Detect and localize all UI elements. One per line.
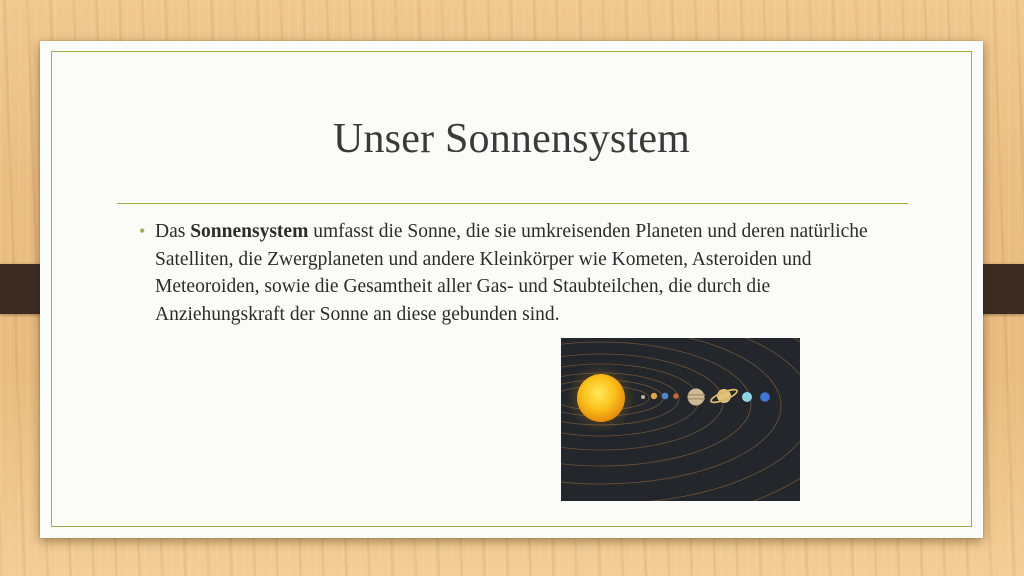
neptune-icon: [760, 392, 770, 402]
bullet-item: [139, 218, 895, 328]
bullet-text-start: Das: [155, 221, 191, 242]
venus-icon: [651, 393, 657, 399]
uranus-icon: [742, 392, 752, 402]
slide: [40, 41, 983, 538]
bullet-bold-term: Sonnensystem: [190, 221, 309, 242]
mars-icon: [673, 393, 679, 399]
bullet-text: [155, 221, 868, 325]
bullet-text-rest: umfasst die Sonne, die sie umkreisenden Planeten und deren natürliche Satelliten, die Zwergplaneten und andere Kleinkörper wie Kometen, Asteroiden und Meteoroiden, sowie die Gesamtheit aller Gas- und Staubteilchen, die durch die Anziehungskraft der Sonne an diese gebunden sind.: [155, 221, 868, 325]
solar-system-image: [561, 338, 800, 501]
title-divider: [117, 203, 908, 204]
jupiter-icon: [688, 389, 705, 406]
mercury-icon: [641, 395, 645, 399]
slide-title: Unser Sonnensystem: [332, 116, 691, 162]
sun-icon: [577, 374, 625, 422]
earth-icon: [662, 393, 669, 400]
bullet-dot-icon: •: [139, 221, 146, 241]
